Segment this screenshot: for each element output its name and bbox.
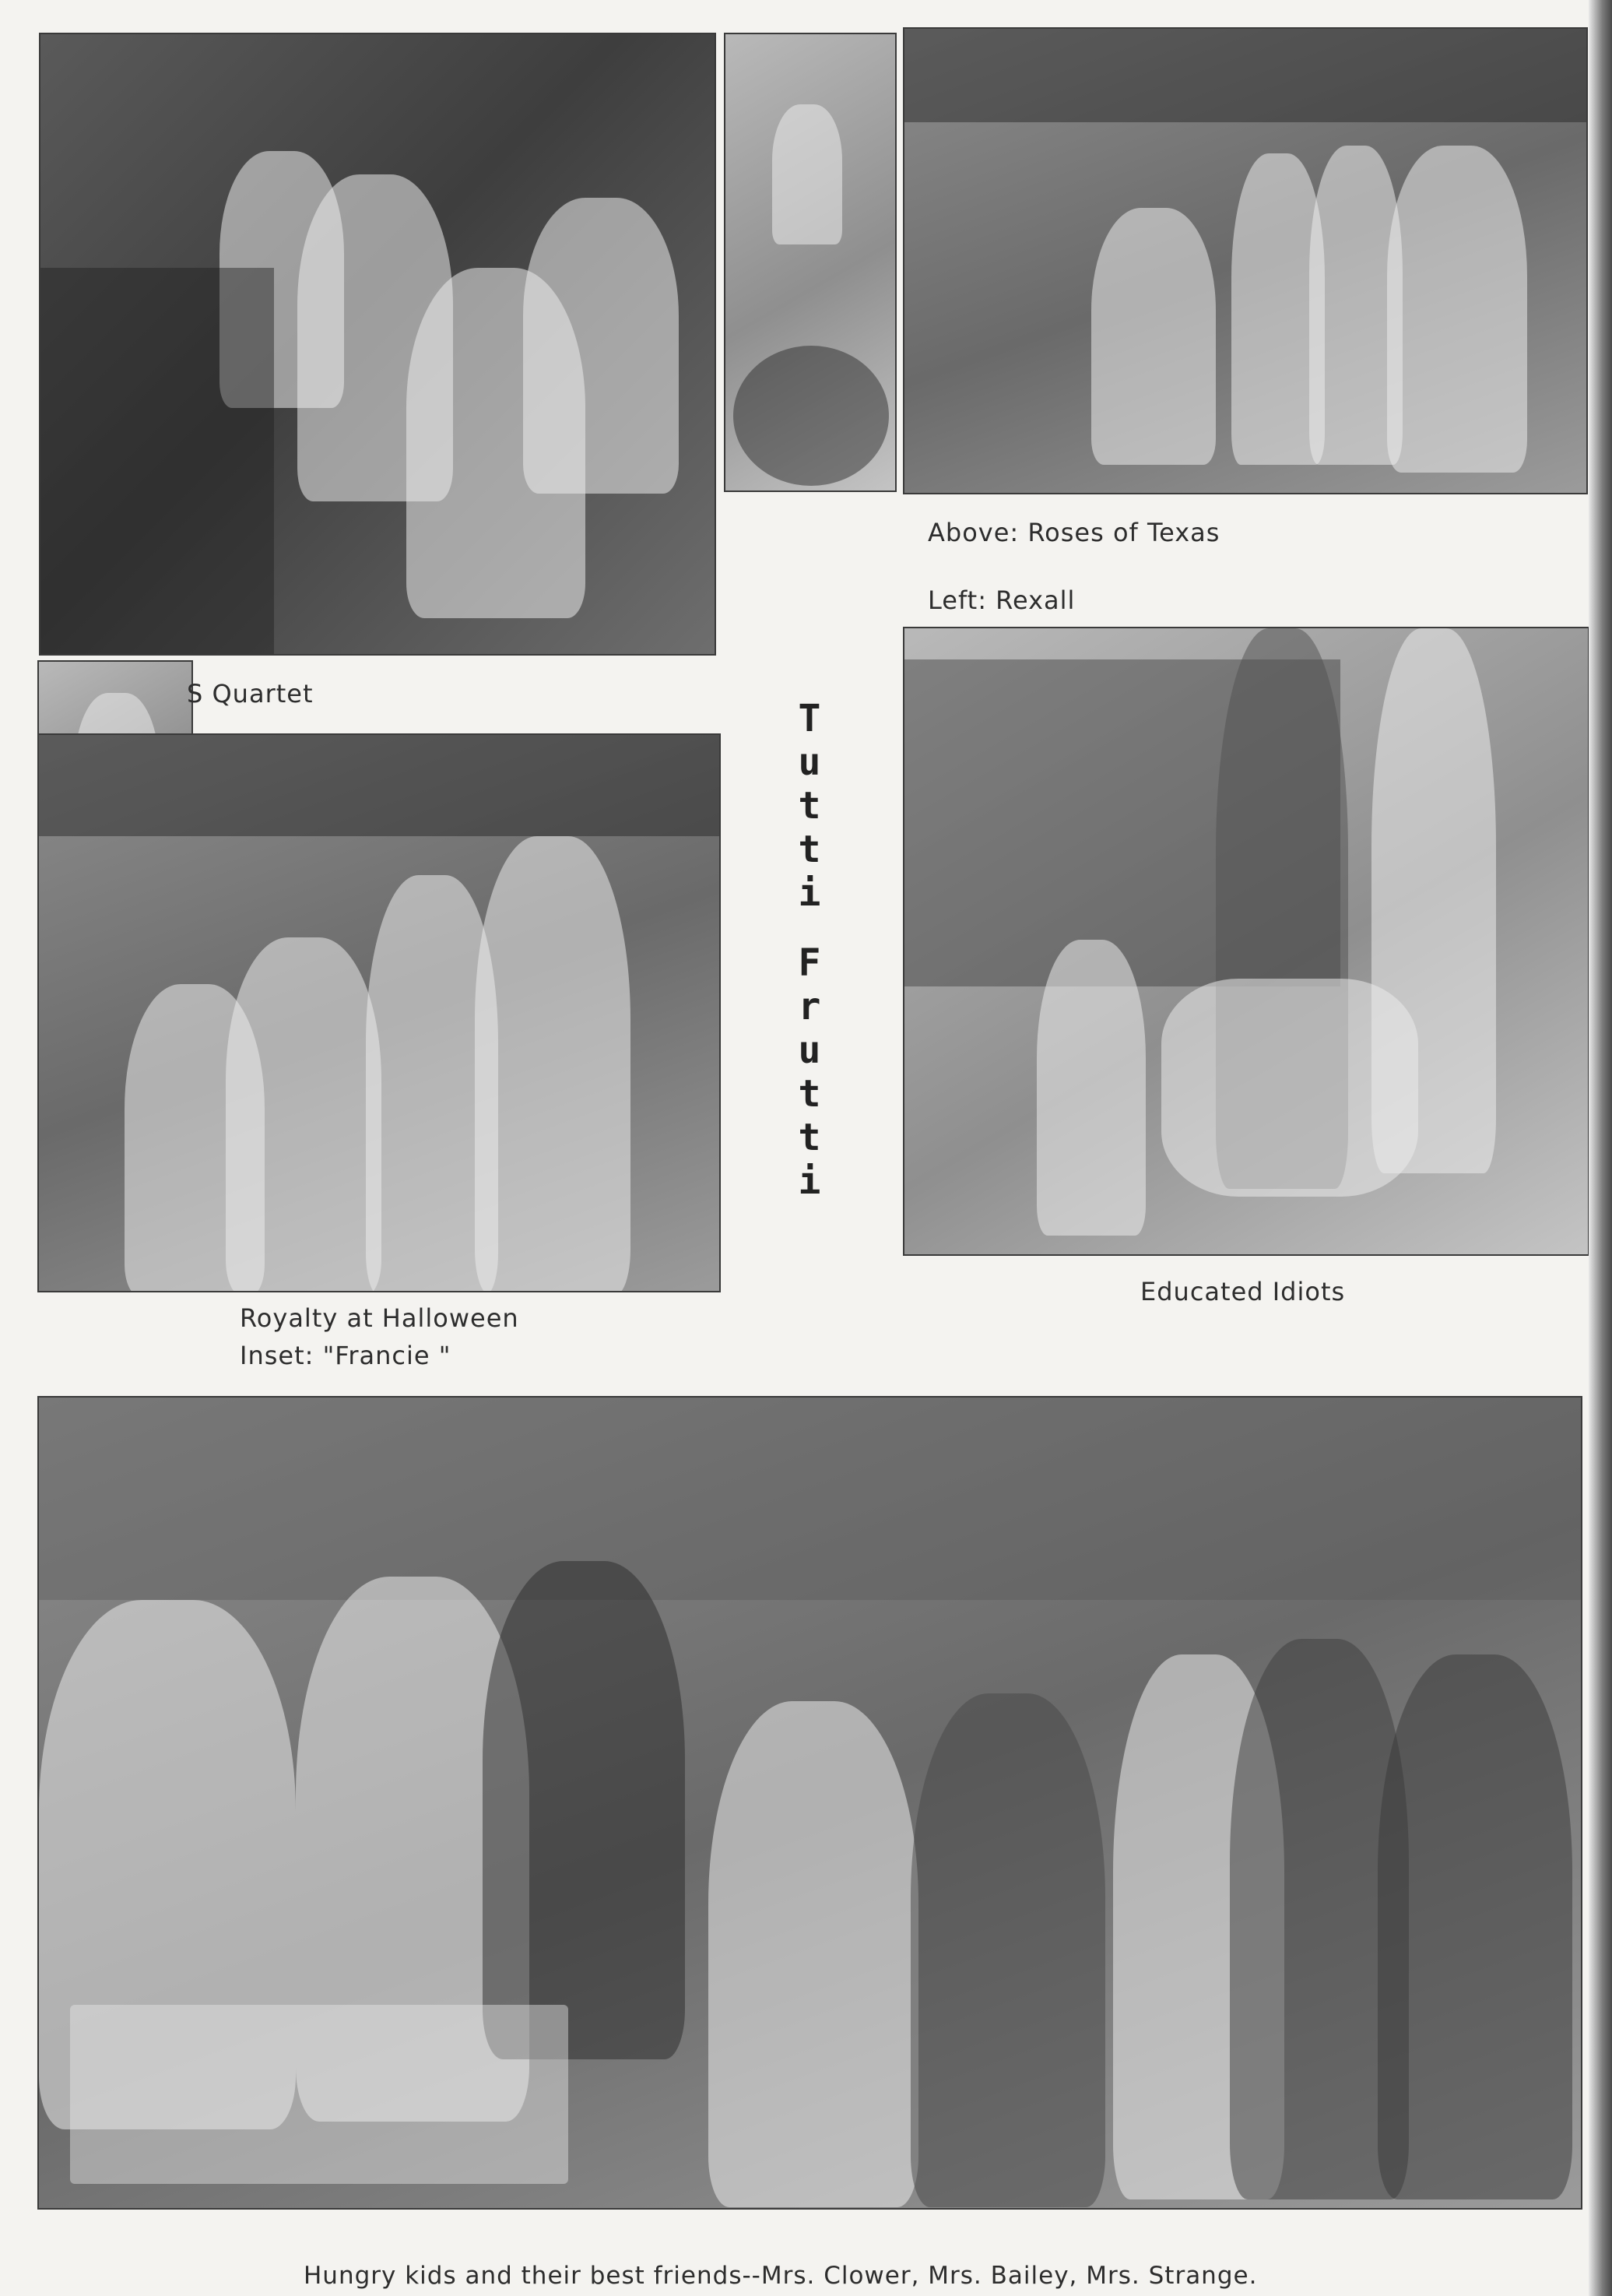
title-letter: t xyxy=(798,828,821,871)
caption-rexall: Left: Rexall xyxy=(928,585,1076,615)
title-letter: i xyxy=(798,1159,821,1203)
caption-hungry-kids: Hungry kids and their best friends--Mrs. Clower, Mrs. Bailey, Mrs. Strange. xyxy=(304,2262,1258,2290)
roses-of-texas-photo xyxy=(903,27,1588,494)
title-letter: t xyxy=(798,784,821,828)
caption-inset-francie: Inset: "Francie " xyxy=(240,1341,451,1370)
title-letter: u xyxy=(798,1028,821,1072)
scan-edge xyxy=(1589,0,1612,2296)
quartet-photo xyxy=(39,33,716,656)
title-letter: t xyxy=(798,1116,821,1159)
caption-roses-of-texas: Above: Roses of Texas xyxy=(928,518,1220,547)
title-letter: T xyxy=(798,697,821,740)
title-letter: t xyxy=(798,1072,821,1116)
educated-idiots-photo xyxy=(903,627,1589,1256)
title-letter: F xyxy=(798,941,821,985)
rexall-photo xyxy=(724,33,897,492)
title-letter: u xyxy=(798,740,821,784)
caption-educated-idiots: Educated Idiots xyxy=(1140,1277,1346,1306)
title-letter: r xyxy=(798,985,821,1028)
royalty-halloween-photo xyxy=(37,733,721,1292)
caption-s-quartet: S Quartet xyxy=(187,679,314,708)
tutti-frutti-title xyxy=(786,697,833,1203)
title-letter: i xyxy=(798,871,821,915)
hungry-kids-photo xyxy=(37,1396,1582,2210)
caption-royalty-halloween: Royalty at Halloween xyxy=(240,1303,519,1333)
